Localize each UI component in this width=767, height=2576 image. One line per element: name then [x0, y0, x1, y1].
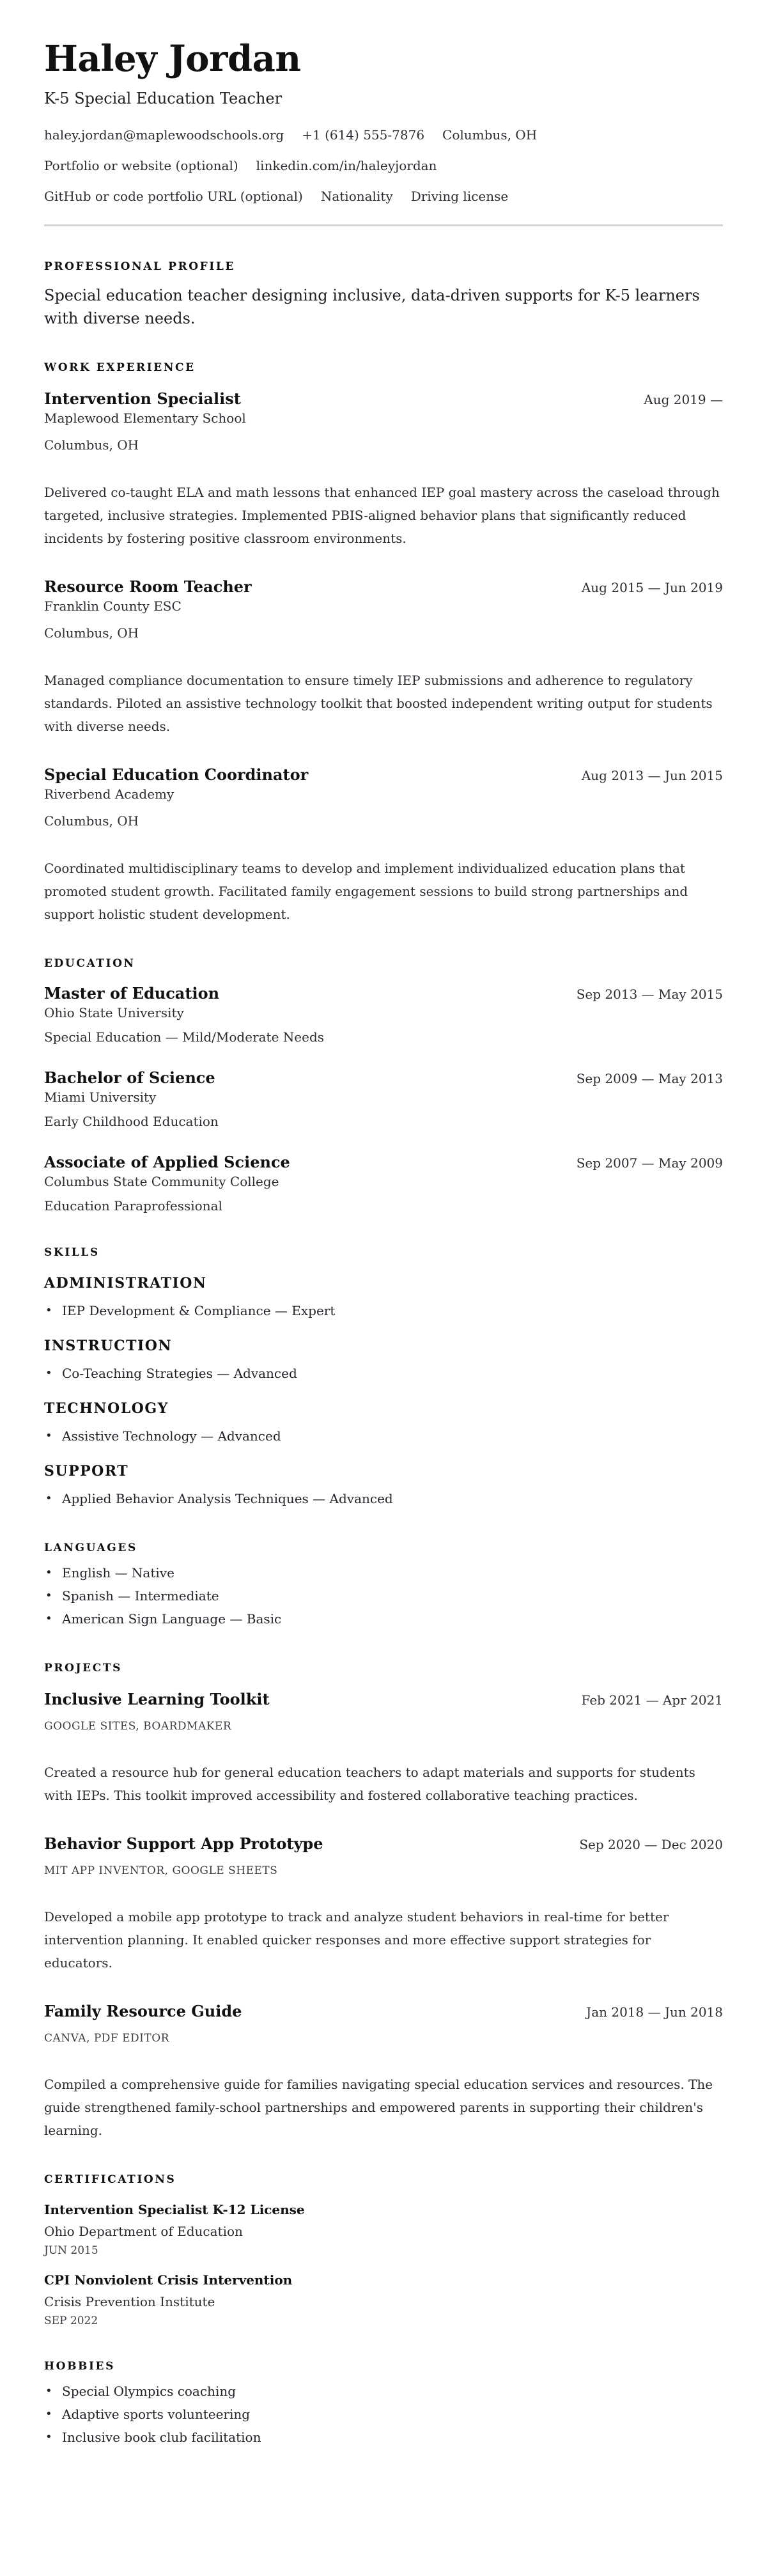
certification-name: Intervention Specialist K-12 License	[44, 2202, 305, 2217]
education-school: Columbus State Community College	[44, 1174, 279, 1189]
contact-linkedin[interactable]: linkedin.com/in/haleyjordan	[256, 158, 437, 173]
contact-email[interactable]: haley.jordan@maplewoodschools.org	[44, 127, 284, 143]
certification-date: JUN 2015	[44, 2244, 98, 2257]
skill-label: Applied Behavior Analysis Techniques — Advanced	[62, 1491, 393, 1506]
job-dates: Aug 2015 — Jun 2019	[581, 580, 723, 595]
section-heading-education: EDUCATION	[44, 957, 136, 970]
bullet-icon: •	[45, 2384, 52, 2398]
contact-phone[interactable]: +1 (614) 555-7876	[302, 127, 425, 143]
hobbies-section	[44, 2359, 723, 2449]
bullet-icon: •	[45, 2407, 52, 2421]
job-title: Special Education Coordinator	[44, 765, 309, 784]
resume-header	[44, 36, 723, 205]
job-description: Coordinated multidisciplinary teams to develop and implement individualized education plans that promoted student growth. Facilitated family engagement sessions to build strong partnerships and support holistic student development.	[44, 861, 688, 922]
certification-name: CPI Nonviolent Crisis Intervention	[44, 2272, 293, 2288]
candidate-title: K-5 Special Education Teacher	[44, 90, 283, 107]
job-dates: Aug 2019 —	[644, 392, 723, 407]
project-entry	[44, 2001, 723, 2142]
experience-section	[44, 361, 723, 926]
job-header	[44, 765, 723, 785]
bullet-icon: •	[45, 1366, 52, 1380]
hobby-label: Adaptive sports volunteering	[62, 2407, 251, 2422]
language-item	[44, 1584, 723, 1607]
education-field: Special Education — Mild/Moderate Needs	[44, 1029, 325, 1045]
contact-row-links	[44, 157, 723, 175]
contact-row-primary	[44, 126, 723, 144]
project-description: Created a resource hub for general education teachers to adapt materials and supports for students with IEPs. This toolkit improved accessibility and fostered collaborative teaching practices.	[44, 1765, 695, 1803]
job-entry	[44, 765, 723, 926]
project-description: Compiled a comprehensive guide for families navigating special education services and resources. The guide strengthened family-school partnerships and empowered parents in supporting their children's learning.	[44, 2077, 713, 2138]
project-name: Family Resource Guide	[44, 2002, 242, 2020]
contact-location: Columbus, OH	[442, 127, 538, 143]
bullet-icon: •	[45, 1304, 52, 1317]
profile-section	[44, 260, 723, 330]
language-label: English — Native	[62, 1565, 174, 1581]
language-label: American Sign Language — Basic	[62, 1611, 282, 1627]
education-degree: Master of Education	[44, 984, 220, 1003]
education-entry	[44, 1068, 723, 1130]
project-header	[44, 1689, 723, 1710]
section-heading-profile: PROFESSIONAL PROFILE	[44, 260, 235, 273]
languages-section	[44, 1541, 723, 1630]
project-dates: Feb 2021 — Apr 2021	[581, 1692, 723, 1708]
skill-item	[44, 1299, 723, 1322]
education-degree: Associate of Applied Science	[44, 1153, 290, 1171]
skill-group	[44, 1462, 723, 1510]
education-header	[44, 983, 723, 1004]
certification-issuer: Ohio Department of Education	[44, 2224, 243, 2239]
education-field: Early Childhood Education	[44, 1114, 219, 1129]
projects-section	[44, 1661, 723, 2142]
contact-row-extra	[44, 187, 723, 205]
skill-label: Assistive Technology — Advanced	[62, 1428, 281, 1444]
skill-group	[44, 1336, 723, 1385]
skill-list	[44, 1299, 723, 1322]
skill-item	[44, 1487, 723, 1510]
skill-list	[44, 1425, 723, 1448]
skill-item	[44, 1362, 723, 1385]
job-title: Resource Room Teacher	[44, 577, 252, 596]
job-entry	[44, 577, 723, 738]
candidate-name: Haley Jordan	[44, 38, 301, 80]
education-school: Miami University	[44, 1089, 157, 1105]
contact-nationality: Nationality	[320, 189, 393, 204]
job-organization: Franklin County ESC	[44, 598, 182, 614]
section-heading-languages: LANGUAGES	[44, 1542, 137, 1554]
project-entry	[44, 1689, 723, 1807]
project-header	[44, 1834, 723, 1854]
skill-group-title: ADMINISTRATION	[44, 1275, 207, 1292]
skills-section	[44, 1245, 723, 1510]
certification-entry	[44, 2271, 723, 2329]
certification-issuer: Crisis Prevention Institute	[44, 2294, 215, 2309]
project-tech: CANVA, PDF EDITOR	[44, 2032, 169, 2045]
bullet-icon: •	[45, 1429, 52, 1442]
education-degree: Bachelor of Science	[44, 1068, 215, 1087]
job-header	[44, 577, 723, 597]
project-description: Developed a mobile app prototype to track and analyze student behaviors in real-time for better intervention planning. It enabled quicker responses and more effective support strategies for educators.	[44, 1909, 669, 1971]
skill-list	[44, 1362, 723, 1385]
bullet-icon: •	[45, 1612, 52, 1625]
project-header	[44, 2001, 723, 2022]
hobby-label: Inclusive book club facilitation	[62, 2430, 261, 2445]
header-divider	[44, 224, 723, 226]
education-school: Ohio State University	[44, 1005, 184, 1020]
bullet-icon: •	[45, 2430, 52, 2444]
profile-summary: Special education teacher designing inclusive, data-driven supports for K-5 learners with diverse needs.	[44, 286, 700, 327]
education-entry	[44, 1152, 723, 1215]
skill-group-title: INSTRUCTION	[44, 1338, 173, 1354]
section-heading-skills: SKILLS	[44, 1246, 100, 1259]
project-tech: MIT APP INVENTOR, GOOGLE SHEETS	[44, 1864, 278, 1877]
job-organization: Riverbend Academy	[44, 786, 174, 802]
skill-label: IEP Development & Compliance — Expert	[62, 1303, 336, 1318]
language-label: Spanish — Intermediate	[62, 1588, 219, 1604]
job-dates: Aug 2013 — Jun 2015	[581, 768, 723, 783]
job-location: Columbus, OH	[44, 625, 139, 641]
job-organization: Maplewood Elementary School	[44, 410, 246, 426]
bullet-icon: •	[45, 1566, 52, 1579]
certification-entry	[44, 2201, 723, 2258]
education-entry	[44, 983, 723, 1046]
skill-list	[44, 1487, 723, 1510]
hobby-list	[44, 2380, 723, 2449]
education-header	[44, 1152, 723, 1173]
skill-item	[44, 1425, 723, 1448]
contact-driving-license: Driving license	[410, 189, 509, 204]
project-dates: Jan 2018 — Jun 2018	[586, 2004, 723, 2020]
job-header	[44, 389, 723, 409]
education-section	[44, 956, 723, 1215]
education-dates: Sep 2013 — May 2015	[576, 987, 723, 1002]
certification-date: SEP 2022	[44, 2314, 98, 2327]
project-entry	[44, 1834, 723, 1974]
education-dates: Sep 2007 — May 2009	[576, 1155, 723, 1171]
job-description: Managed compliance documentation to ensure timely IEP submissions and adherence to regulatory standards. Piloted an assistive technology toolkit that boosted independent writing output for students with diverse needs.	[44, 673, 713, 734]
job-location: Columbus, OH	[44, 813, 139, 829]
hobby-item	[44, 2403, 723, 2426]
skill-group-title: SUPPORT	[44, 1463, 129, 1479]
bullet-icon: •	[45, 1589, 52, 1602]
bullet-icon: •	[45, 1492, 52, 1505]
hobby-item	[44, 2380, 723, 2403]
contact-portfolio[interactable]: Portfolio or website (optional)	[44, 158, 238, 173]
education-header	[44, 1068, 723, 1088]
project-name: Inclusive Learning Toolkit	[44, 1690, 270, 1708]
skill-group	[44, 1399, 723, 1448]
section-heading-hobbies: HOBBIES	[44, 2360, 115, 2373]
skill-group	[44, 1274, 723, 1322]
language-item	[44, 1561, 723, 1584]
certifications-section	[44, 2173, 723, 2329]
language-list	[44, 1561, 723, 1630]
skill-label: Co-Teaching Strategies — Advanced	[62, 1366, 297, 1381]
language-item	[44, 1607, 723, 1630]
job-title: Intervention Specialist	[44, 389, 241, 408]
skill-group-title: TECHNOLOGY	[44, 1400, 169, 1417]
job-entry	[44, 389, 723, 550]
contact-github[interactable]: GitHub or code portfolio URL (optional)	[44, 189, 303, 204]
job-description: Delivered co-taught ELA and math lessons that enhanced IEP goal mastery across the caseload through targeted, inclusive strategies. Implemented PBIS-aligned behavior plans that significantly reduced incidents by fostering positive classroom environments.	[44, 485, 720, 546]
education-field: Education Paraprofessional	[44, 1198, 222, 1214]
section-heading-experience: WORK EXPERIENCE	[44, 361, 196, 374]
job-location: Columbus, OH	[44, 437, 139, 453]
hobby-label: Special Olympics coaching	[62, 2384, 236, 2399]
education-dates: Sep 2009 — May 2013	[576, 1071, 723, 1086]
project-name: Behavior Support App Prototype	[44, 1834, 323, 1853]
section-heading-certifications: CERTIFICATIONS	[44, 2173, 176, 2186]
project-dates: Sep 2020 — Dec 2020	[579, 1837, 723, 1852]
section-heading-projects: PROJECTS	[44, 1662, 122, 1674]
hobby-item	[44, 2426, 723, 2449]
project-tech: GOOGLE SITES, BOARDMAKER	[44, 1720, 232, 1733]
